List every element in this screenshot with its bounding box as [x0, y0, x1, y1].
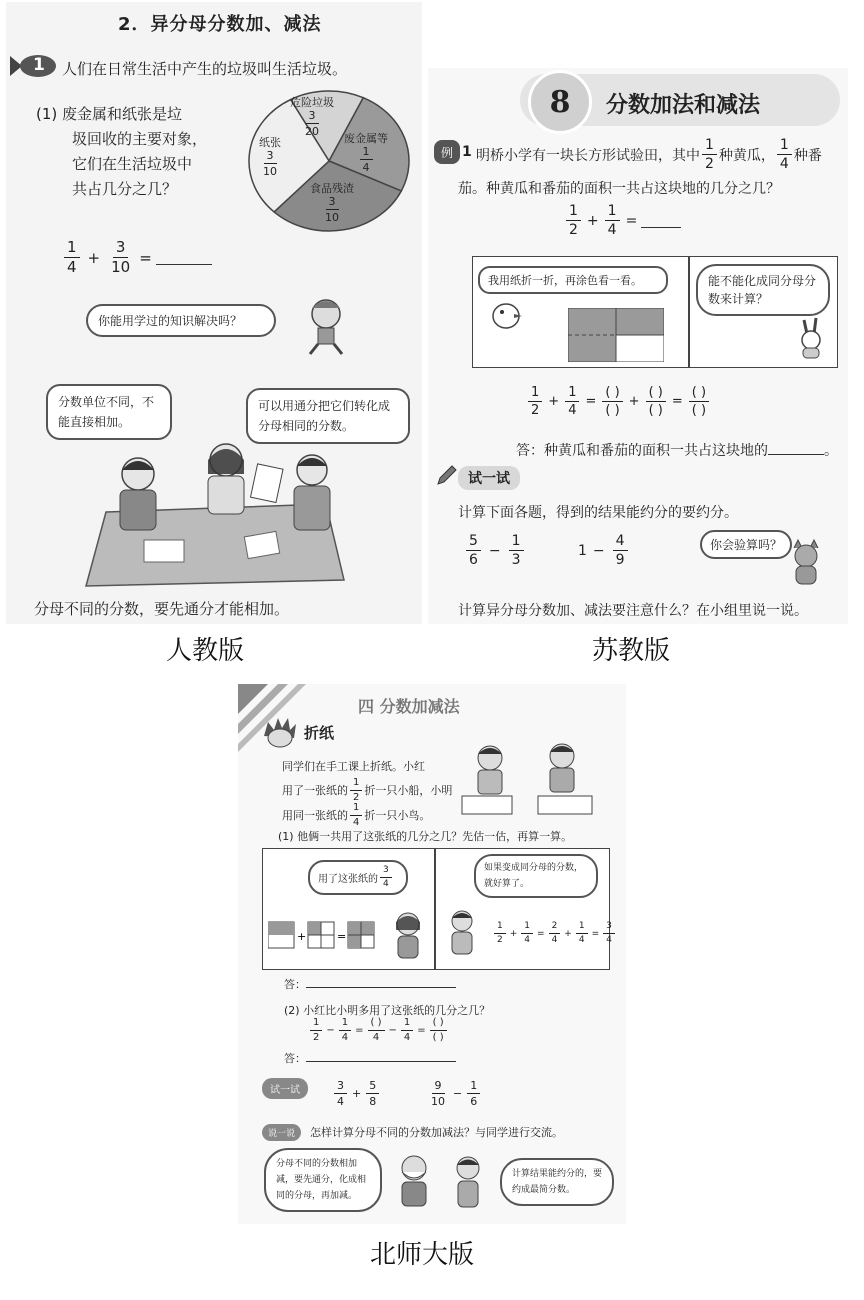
fraction: [350, 803, 362, 828]
fraction: [350, 778, 362, 803]
num: 1: [777, 138, 792, 155]
bird-icon: [486, 298, 526, 334]
sujiao-panel: [428, 68, 848, 624]
slice-label: 危险垃圾: [290, 96, 334, 109]
fraction: [310, 1018, 322, 1043]
minus-sign: −: [326, 1025, 335, 1036]
equals-sign: =: [625, 212, 638, 229]
renjiao-bubble-common-denominator: 可以用通分把它们转化成分母相同的分数。: [246, 388, 410, 444]
answer-blank: [306, 1053, 456, 1062]
num: 1: [528, 386, 542, 402]
den: 4: [337, 1095, 344, 1108]
minus-sign: −: [388, 1025, 397, 1036]
question-2: (2) 小红比小明多用了这张纸的几分之几？: [284, 1004, 491, 1017]
pie-label-food: [310, 180, 354, 223]
num-blank: ( ): [646, 386, 666, 402]
chapter-title: 四 分数加减法: [358, 697, 460, 716]
minus-sign: −: [592, 542, 605, 559]
den: 6: [470, 1095, 478, 1108]
sujiao-exercise-1: [464, 534, 526, 567]
question-line: 圾回收的主要对象，: [72, 130, 208, 148]
bubble-text: 用了这张纸的: [318, 874, 378, 885]
beishida-left-bubble: [308, 860, 408, 895]
num-blank: ( ): [430, 1018, 447, 1031]
den: 10: [431, 1095, 445, 1108]
den: 20: [305, 125, 319, 138]
slice-label: 食品残渣: [310, 182, 354, 195]
boy-2-icon: [448, 1154, 488, 1210]
problem-text: 明桥小学有一块长方形试验田，其中: [476, 147, 700, 164]
den: 2: [531, 403, 540, 418]
num: 1: [509, 534, 524, 551]
den: 4: [779, 156, 789, 172]
unit-number: 8: [549, 84, 571, 120]
beishida-right-bubble: 如果变成同分母的分数，就好算了。: [474, 854, 598, 898]
equals-sign: =: [355, 1025, 364, 1036]
den: 4: [607, 222, 617, 238]
rabbit-icon: [794, 316, 828, 360]
story-line: [282, 803, 452, 828]
equals-sign: =: [537, 928, 545, 939]
num: 1: [605, 204, 620, 221]
equals-sign: =: [591, 928, 600, 939]
num: 5: [366, 1080, 379, 1094]
fraction: [494, 922, 506, 945]
story-text-part: 用了一张纸的: [282, 783, 348, 797]
plus-sign: +: [548, 394, 560, 409]
den: 10: [325, 211, 339, 224]
renjiao-question: [36, 102, 207, 202]
sujiao-answer: [516, 440, 838, 460]
fraction: [368, 1018, 385, 1043]
num: 1: [64, 240, 80, 258]
plus-sign: +: [509, 928, 518, 939]
answer-blank: [306, 979, 456, 988]
pencil-icon: [434, 464, 458, 488]
discuss-text: 怎样计算分母不同的分数加减法？与同学进行交流。: [310, 1126, 563, 1139]
fraction: [576, 922, 588, 945]
problem-text: 种黄瓜，: [718, 147, 775, 164]
renjiao-equation: [62, 240, 212, 275]
fraction: [566, 204, 581, 237]
num-blank: ( ): [602, 386, 622, 402]
den: 8: [369, 1095, 377, 1108]
story-text-part: 折一只小鸟。: [364, 808, 431, 822]
num: 1: [350, 778, 362, 791]
fraction: [467, 1080, 480, 1107]
answer-text: 答：种黄瓜和番茄的面积一共占这块地的: [516, 443, 768, 459]
beishida-right-equation: [492, 922, 617, 945]
story-line: [282, 778, 452, 803]
renjiao-bubble-units: 分数单位不同，不能直接相加。: [46, 384, 172, 440]
num: 1: [702, 138, 717, 155]
sujiao-problem: [476, 138, 822, 171]
answer-line-1: [284, 976, 456, 992]
pie-label-paper: [258, 134, 282, 177]
num: 1: [350, 803, 362, 816]
renjiao-intro: 人们在日常生活中产生的垃圾叫生活垃圾。: [62, 60, 348, 78]
num: 3: [306, 110, 319, 124]
den: 9: [615, 552, 625, 568]
slice-label: 废金属等: [344, 132, 388, 145]
blank-fraction: [430, 1018, 447, 1043]
den: 4: [606, 935, 612, 945]
fraction: [428, 1080, 448, 1107]
svg-text:+: +: [297, 930, 307, 943]
discuss-label: 说一说: [268, 1129, 296, 1139]
try-exercise-2: [426, 1080, 482, 1107]
answer-blank: [156, 250, 212, 265]
answer-label: 答：: [284, 978, 306, 991]
fraction: [466, 534, 481, 567]
example-icon-text: 例: [440, 145, 453, 160]
fraction: [613, 534, 628, 567]
sujiao-common-denominator-bubble: 能不能化成同分母分数来计算？: [696, 264, 830, 316]
try-label: 试一试: [270, 1085, 300, 1096]
answer-line-2: [284, 1050, 456, 1066]
plus-sign: +: [586, 212, 599, 229]
minus-sign: −: [488, 542, 501, 559]
den: 10: [263, 165, 277, 178]
num-blank: ( ): [689, 386, 709, 402]
problem-text: 种番: [793, 147, 822, 164]
renjiao-conclusion: 分母不同的分数，要先通分才能相加。: [34, 600, 290, 618]
den: 4: [568, 403, 577, 418]
fraction-squares-diagram: [268, 920, 378, 950]
num: 1: [576, 922, 588, 934]
fraction: [334, 1080, 347, 1107]
cat-icon: [786, 538, 826, 588]
question-1: (1) 他俩一共用了这张纸的几分之几？先估一估，再算一算。: [278, 830, 573, 843]
den: 4: [383, 879, 389, 889]
svg-text:=: =: [337, 930, 347, 943]
fraction: [401, 1018, 413, 1043]
unit-title: 分数加法和减法: [606, 93, 761, 118]
caption-renjiao: 人教版: [166, 636, 245, 666]
try-exercise-1: [332, 1080, 381, 1107]
question-line: (1) 废金属和纸张是垃: [36, 105, 183, 123]
kids-folding-illustration: [458, 740, 598, 820]
fraction: [339, 1018, 351, 1043]
fraction: [702, 138, 717, 171]
slice-fraction: [260, 150, 280, 177]
fraction: [605, 204, 620, 237]
equals-sign: =: [585, 394, 597, 409]
num: 1: [360, 146, 373, 160]
den-blank: ( ): [605, 403, 620, 418]
den: 4: [372, 1032, 380, 1043]
renjiao-panel: [6, 2, 422, 624]
story-line: 同学们在手工课上折纸。小红: [282, 760, 425, 773]
num-blank: ( ): [368, 1018, 385, 1031]
fraction: [777, 138, 792, 171]
slice-fraction: [302, 110, 322, 137]
pirate-kid-icon: [296, 292, 360, 358]
answer-end: 。: [824, 443, 838, 459]
num: 1: [467, 1080, 480, 1094]
den: 2: [705, 156, 714, 172]
caption-beishida: 北师大版: [370, 1240, 475, 1270]
blank-fraction: [646, 386, 666, 417]
try-instructions: 计算下面各题，得到的结果能约分的要约分。: [458, 505, 738, 521]
story-text-part: 折一只小船，小明: [364, 783, 453, 797]
answer-blank: [641, 213, 681, 228]
fraction: [565, 386, 579, 417]
lesson-title: 折纸: [304, 724, 335, 742]
slice-label: 纸张: [259, 136, 281, 149]
equals-sign: =: [139, 248, 152, 267]
folded-paper-diagram: [568, 308, 664, 362]
num: 1: [566, 204, 581, 221]
students-table-illustration: [76, 430, 356, 590]
num: 3: [603, 922, 615, 934]
slice-fraction: [360, 146, 373, 173]
blank-fraction: [689, 386, 709, 417]
story-text: [282, 756, 452, 828]
story-text-part: 用同一张纸的: [282, 808, 348, 822]
pie-label-hazard: [290, 94, 334, 137]
fraction: [108, 240, 133, 275]
num: 3: [113, 240, 129, 258]
num: 2: [549, 922, 561, 934]
question-line: 它们在生活垃圾中: [72, 155, 193, 173]
equals-sign: =: [417, 1025, 426, 1036]
boy-icon: [444, 908, 480, 958]
plus-sign: +: [352, 1087, 362, 1100]
num: 3: [326, 196, 339, 210]
den-blank: ( ): [691, 403, 707, 418]
pie-label-metal: [344, 130, 388, 173]
num: 1: [310, 1018, 322, 1031]
fraction: [64, 240, 80, 275]
girl-icon: [388, 910, 428, 962]
equals-sign: =: [671, 394, 683, 409]
den: 4: [341, 1032, 349, 1043]
den-blank: ( ): [432, 1032, 444, 1043]
try-title: 试一试: [458, 466, 520, 490]
num: 4: [613, 534, 628, 551]
plus-sign: +: [564, 928, 572, 939]
renjiao-heading: 2．异分母分数加、减法: [118, 14, 322, 35]
fraction: [366, 1080, 379, 1107]
discuss-text: 计算异分母分数加、减法要注意什么？在小组里说一说。: [458, 603, 808, 619]
num: 9: [432, 1080, 445, 1094]
box-divider: [688, 256, 690, 368]
answer-label: 答：: [284, 1052, 306, 1065]
den: 6: [469, 552, 478, 568]
example-badge: [434, 140, 460, 164]
answer-blank: [768, 442, 824, 455]
fraction: [521, 922, 533, 945]
den: 4: [551, 935, 558, 945]
question-2-equation: [308, 1018, 449, 1043]
den: 4: [353, 817, 360, 828]
den: 10: [111, 258, 131, 276]
try-badge: [262, 1078, 308, 1099]
num: 1: [339, 1018, 351, 1031]
blank-fraction: [602, 386, 622, 417]
discuss-badge: [262, 1124, 301, 1141]
num: 1: [401, 1018, 413, 1031]
den: 4: [578, 935, 585, 945]
bubble-simplify: 计算结果能约分的，要约成最简分数。: [500, 1158, 614, 1206]
den: 4: [403, 1032, 411, 1043]
num: 5: [466, 534, 481, 551]
den: 3: [511, 552, 521, 568]
den-blank: ( ): [648, 403, 663, 418]
fraction: [549, 922, 561, 945]
fraction: [509, 534, 524, 567]
num: 3: [334, 1080, 347, 1094]
plus-sign: +: [87, 248, 101, 267]
num: 3: [380, 866, 392, 878]
sujiao-equation-2: [526, 386, 711, 417]
bubble-common-denominator: 分母不同的分数相加减，要先通分，化成相同的分母，再加减。: [264, 1148, 382, 1212]
caption-sujiao: 苏教版: [592, 636, 671, 666]
whole-number: 1: [578, 542, 587, 559]
den: 4: [362, 161, 370, 174]
slice-fraction: [322, 196, 342, 223]
question-line: 共占几分之几？: [72, 180, 178, 198]
box-divider: [434, 848, 436, 970]
sujiao-fold-bubble: 我用纸折一折，再涂色看一看。: [478, 266, 668, 294]
num: 1: [565, 386, 579, 402]
fraction: [528, 386, 542, 417]
den: 2: [353, 792, 360, 803]
problem-line-2: 茄。种黄瓜和番茄的面积一共占这块地的几分之几？: [458, 181, 780, 197]
check-bubble: 你会验算吗？: [700, 530, 792, 559]
den: 2: [313, 1032, 320, 1043]
sujiao-equation-1: [564, 204, 681, 237]
beishida-panel: [238, 684, 626, 1224]
num: 3: [264, 150, 277, 164]
renjiao-bubble-hint: 你能用学过的知识解决吗？: [86, 304, 276, 337]
minus-sign: −: [453, 1087, 463, 1100]
num: 1: [521, 922, 533, 934]
fraction: [380, 866, 392, 889]
plus-sign: +: [628, 394, 640, 409]
fraction: [603, 922, 615, 945]
renjiao-example-num: 1: [33, 55, 45, 75]
example-number: 1: [462, 144, 472, 160]
old-man-icon: [386, 1150, 442, 1210]
den: 2: [497, 935, 503, 945]
unit-number-badge: [528, 70, 592, 134]
den: 2: [569, 222, 578, 238]
hedgehog-icon: [260, 714, 300, 750]
den: 4: [524, 935, 531, 945]
num: 1: [494, 922, 506, 934]
sujiao-exercise-2: [578, 534, 630, 567]
den: 4: [67, 258, 77, 276]
